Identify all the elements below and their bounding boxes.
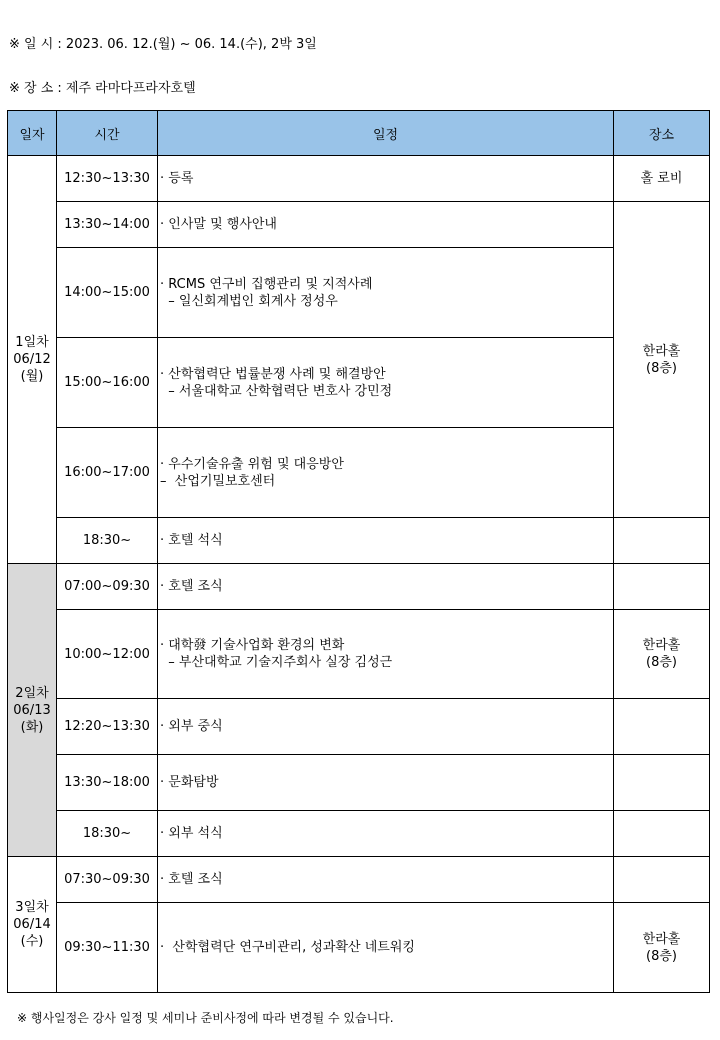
table-row — [8, 338, 710, 428]
location-cell-empty — [614, 811, 710, 857]
time-cell: 13:30~14:00 — [57, 202, 158, 248]
time-cell: 12:20~13:30 — [57, 699, 158, 755]
event-cell: · RCMS 연구비 집행관리 및 지적사례 – 일신회계법인 회계사 정성우 — [158, 248, 614, 338]
column-header-schedule: 일정 — [158, 111, 614, 156]
time-cell: 09:30~11:30 — [57, 903, 158, 993]
event-cell: · 외부 중식 — [158, 699, 614, 755]
event-cell: · 산학협력단 법률분쟁 사례 및 해결방안 – 서울대학교 산학협력단 변호사 강민정 — [158, 338, 614, 428]
event-cell: · 산학협력단 연구비관리, 성과확산 네트워킹 — [158, 903, 614, 993]
table-row — [8, 811, 710, 857]
table-row — [8, 156, 710, 202]
column-header-date: 일자 — [8, 111, 57, 156]
location-cell-hanla-hall: 한라홀 (8층) — [614, 202, 710, 518]
location-cell-hanla-hall: 한라홀 (8층) — [614, 610, 710, 699]
table-row — [8, 518, 710, 564]
table-row — [8, 428, 710, 518]
event-place-line: ※ 장 소 : 제주 라마다프라자호텔 — [9, 81, 196, 96]
event-cell: · 우수기술유출 위험 및 대응방안 – 산업기밀보호센터 — [158, 428, 614, 518]
time-cell: 07:00~09:30 — [57, 564, 158, 610]
time-cell: 16:00~17:00 — [57, 428, 158, 518]
table-row — [8, 564, 710, 610]
location-cell-empty — [614, 518, 710, 564]
event-cell: · 외부 석식 — [158, 811, 614, 857]
column-header-location: 장소 — [614, 111, 710, 156]
table-row — [8, 248, 710, 338]
table-row — [8, 755, 710, 811]
time-cell: 18:30~ — [57, 518, 158, 564]
table-header-row — [8, 111, 710, 156]
day-cell-2: 2일차 06/13 (화) — [8, 564, 57, 857]
location-cell-hanla-hall: 한라홀 (8층) — [614, 903, 710, 993]
table-row — [8, 857, 710, 903]
event-cell: · 등록 — [158, 156, 614, 202]
time-cell: 15:00~16:00 — [57, 338, 158, 428]
location-cell-lobby: 홀 로비 — [614, 156, 710, 202]
event-cell: · 대학發 기술사업화 환경의 변화 – 부산대학교 기술지주회사 실장 김성근 — [158, 610, 614, 699]
table-row — [8, 903, 710, 993]
time-cell: 18:30~ — [57, 811, 158, 857]
event-cell: · 인사말 및 행사안내 — [158, 202, 614, 248]
time-cell: 10:00~12:00 — [57, 610, 158, 699]
event-cell: · 호텔 조식 — [158, 857, 614, 903]
table-row — [8, 610, 710, 699]
table-row — [8, 699, 710, 755]
day-cell-1: 1일차 06/12 (월) — [8, 156, 57, 564]
time-cell: 13:30~18:00 — [57, 755, 158, 811]
time-cell: 14:00~15:00 — [57, 248, 158, 338]
location-cell-empty — [614, 755, 710, 811]
event-date-line: ※ 일 시 : 2023. 06. 12.(월) ~ 06. 14.(수), 2박 3일 — [9, 37, 317, 52]
schedule-table — [7, 110, 710, 993]
day-cell-3: 3일차 06/14 (수) — [8, 857, 57, 993]
location-cell-empty — [614, 564, 710, 610]
event-cell: · 호텔 석식 — [158, 518, 614, 564]
event-cell: · 문화탐방 — [158, 755, 614, 811]
schedule-change-notice: ※ 행사일정은 강사 일정 및 세미나 준비사정에 따라 변경될 수 있습니다. — [17, 1011, 394, 1025]
event-cell: · 호텔 조식 — [158, 564, 614, 610]
time-cell: 07:30~09:30 — [57, 857, 158, 903]
table-row — [8, 202, 710, 248]
time-cell: 12:30~13:30 — [57, 156, 158, 202]
location-cell-empty — [614, 699, 710, 755]
location-cell-empty — [614, 857, 710, 903]
column-header-time: 시간 — [57, 111, 158, 156]
